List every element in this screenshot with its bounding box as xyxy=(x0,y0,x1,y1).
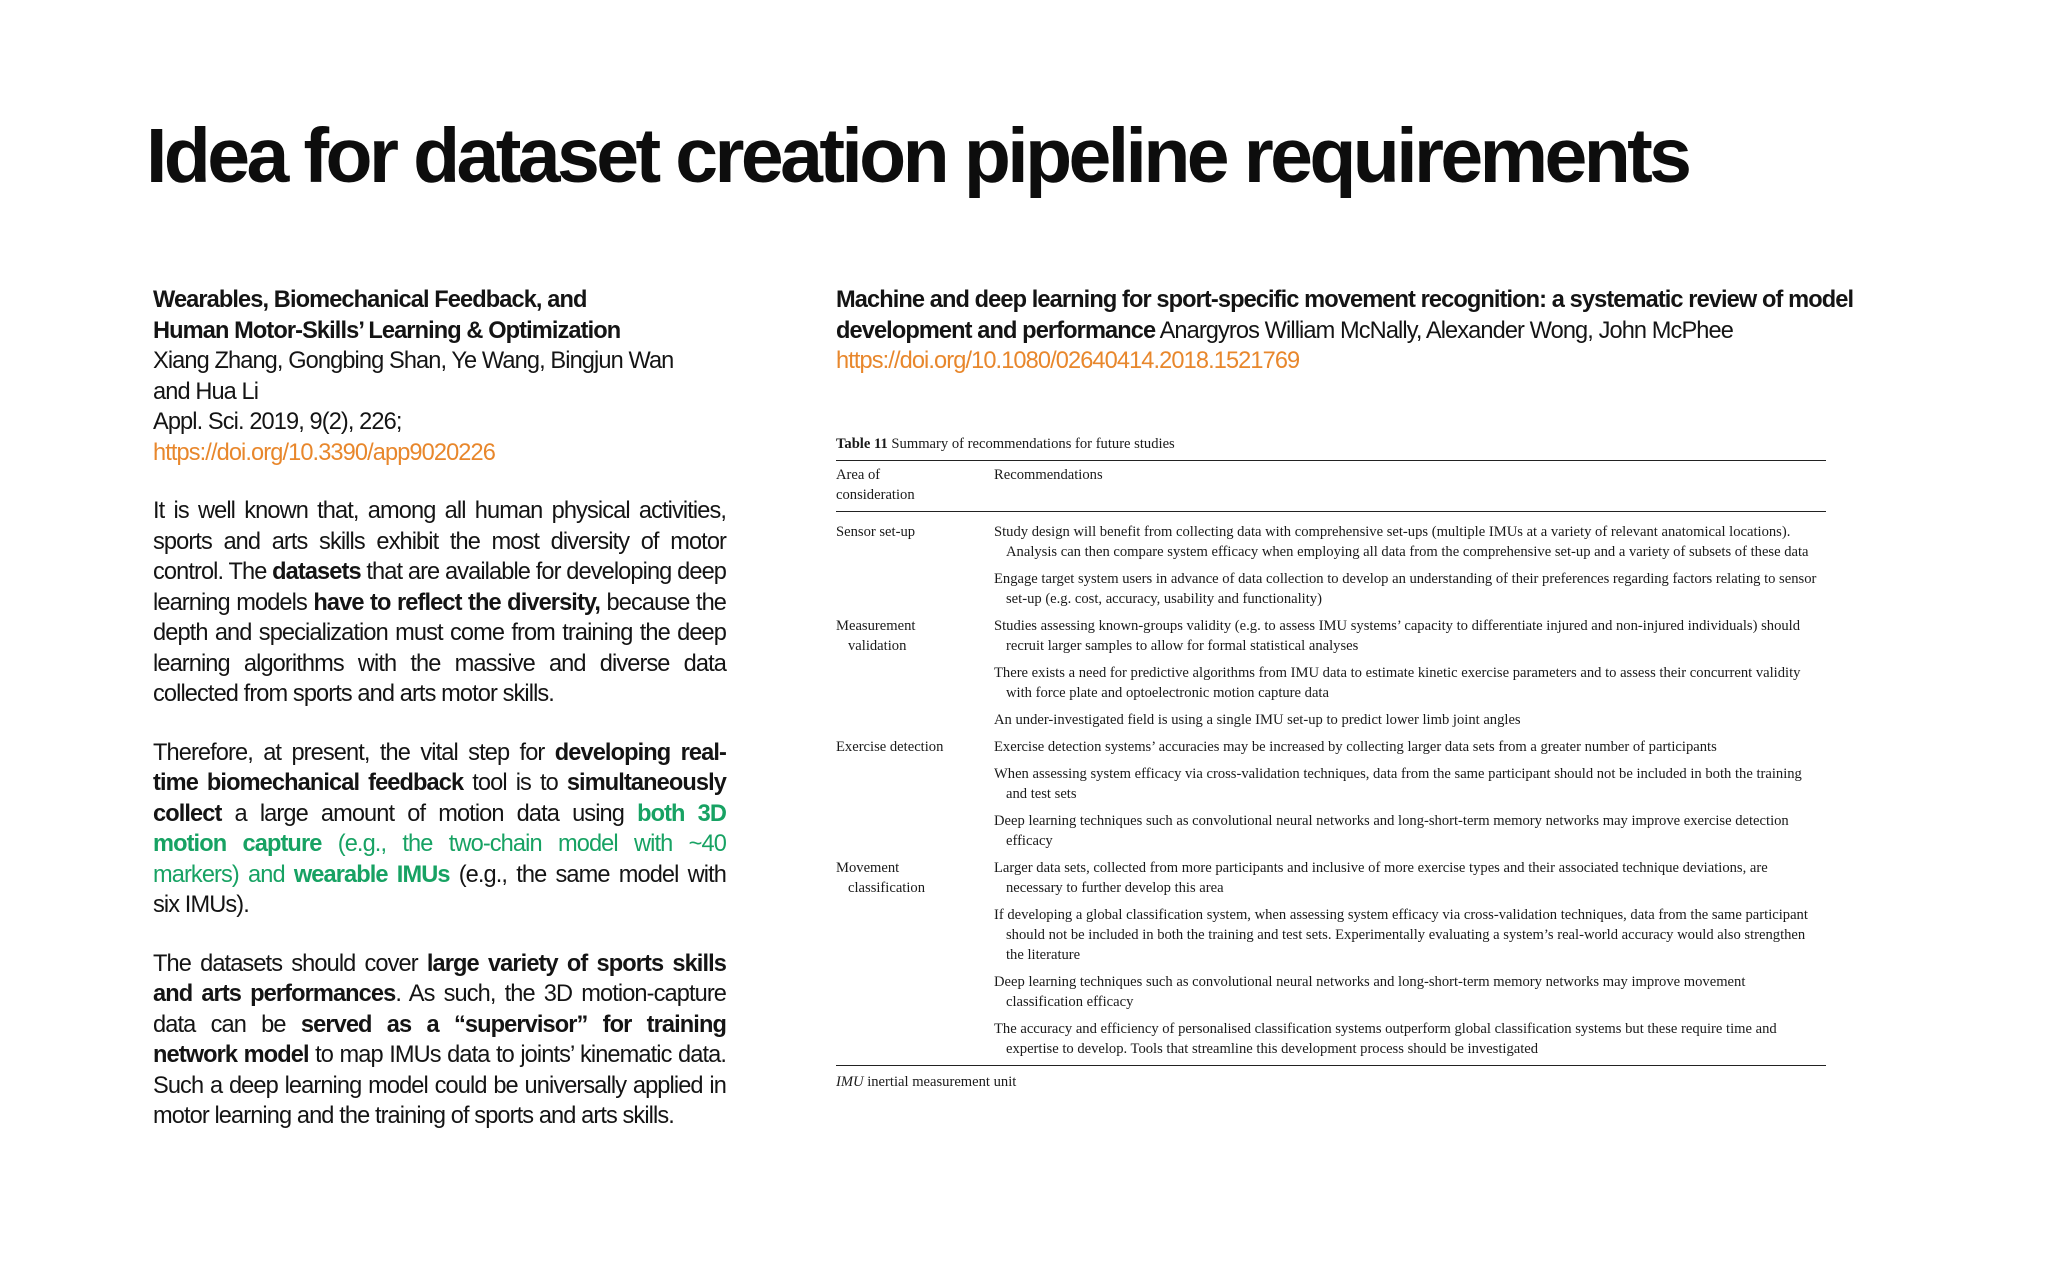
table-body xyxy=(836,512,1826,1066)
para2-bold-1: developing real-time biomechanical feedback xyxy=(153,739,726,796)
recommendation-cell xyxy=(994,734,1826,761)
table-row xyxy=(836,707,1826,734)
recommendation-cell xyxy=(994,566,1826,613)
paragraph-data-collection xyxy=(153,738,726,921)
recommendation-cell xyxy=(994,808,1826,855)
recommendation-text: Study design will benefit from collecting data with comprehensive set-ups (multiple IMUs at a variety of relevant anatomical locations). Analysis can then compare system efficacy when employing all data from the comprehensive set-up and a variety of subsets of these data xyxy=(994,524,1809,560)
table-caption xyxy=(836,434,1826,454)
para2-bold-2: simultaneously collect xyxy=(153,770,726,827)
left-reference-column xyxy=(153,285,726,1132)
para3-text-1: The datasets should cover xyxy=(153,950,427,977)
recommendation-cell xyxy=(994,761,1826,808)
para3-bold-2: served as a “supervisor” for training network model xyxy=(153,1011,726,1068)
recommendation-text: If developing a global classification system, when assessing system efficacy via cross-validation techniques, data from the same participant should not be included in both the training and test sets. Experimentally evaluating a system’s real-world accuracy would also strengthen the literature xyxy=(994,907,1808,963)
table-caption-text: Summary of recommendations for future studies xyxy=(887,436,1175,452)
area-label: Movement xyxy=(836,860,900,876)
left-reference-authors-line1: Xiang Zhang, Gongbing Shan, Ye Wang, Bingjun Wan xyxy=(153,348,674,374)
para2-text-1: Therefore, at present, the vital step for xyxy=(153,739,555,766)
left-reference-authors-line2: and Hua Li xyxy=(153,378,259,405)
para2-text-2: tool is to xyxy=(463,770,567,796)
table-footnote xyxy=(836,1072,1826,1092)
table-caption-label: Table 11 xyxy=(836,436,888,452)
recommendation-text: Exercise detection systems’ accuracies may be increased by collecting larger data sets from a greater number of participants xyxy=(994,739,1717,755)
area-cell xyxy=(836,761,994,808)
recommendation-text: The accuracy and efficiency of personalised classification systems outperform global classification systems but these require time and expertise to develop. Tools that streamline this development process should be investigated xyxy=(994,1021,1777,1057)
para2-text-3: a large amount of motion data using xyxy=(221,800,638,827)
right-reference-doi-link[interactable]: https://doi.org/10.1080/02640414.2018.1521769 xyxy=(836,348,1300,374)
area-cell xyxy=(836,613,994,660)
recommendation-cell xyxy=(994,969,1826,1016)
header-area-line1: Area of xyxy=(836,467,881,483)
para2-green-bold-1: both 3D motion capture xyxy=(153,800,726,857)
area-cell xyxy=(836,1016,994,1066)
para1-bold-1: datasets xyxy=(272,559,361,585)
right-reference-title: Machine and deep learning for sport-specific movement recognition: a systematic review of model development and performance xyxy=(836,287,1854,344)
area-cell xyxy=(836,855,994,902)
recommendation-cell xyxy=(994,707,1826,734)
area-label-line2: validation xyxy=(848,638,907,654)
recommendations-table xyxy=(836,460,1826,1066)
area-label: Measurement xyxy=(836,618,916,634)
left-reference-title-line2: Human Motor-Skills’ Learning & Optimization xyxy=(153,317,621,344)
recommendation-text: When assessing system efficacy via cross-validation techniques, data from the same participant should not be included in both the training and test sets xyxy=(994,766,1802,802)
recommendation-text: Engage target system users in advance of data collection to develop an understanding of their preferences regarding factors relating to sensor set-up (e.g. cost, accuracy, usability and functionality) xyxy=(994,571,1817,607)
left-reference-title-line1: Wearables, Biomechanical Feedback, and xyxy=(153,287,587,313)
para1-text-2: that are available for developing deep learning models xyxy=(153,559,727,616)
table-row xyxy=(836,761,1826,808)
right-reference-citation xyxy=(836,285,1896,377)
table-header-row xyxy=(836,461,1826,512)
recommendation-cell xyxy=(994,660,1826,707)
area-cell xyxy=(836,707,994,734)
recommendation-text: There exists a need for predictive algorithms from IMU data to estimate kinetic exercise parameters and to assess their concurrent validity with force plate and optoelectronic motion capture data xyxy=(994,665,1801,701)
para1-text-3: because the depth and specialization must come from training the deep learning algorithms with the massive and diverse data collected from sports and arts motor skills. xyxy=(153,589,727,707)
table-row xyxy=(836,808,1826,855)
para1-bold-2: have to reflect the diversity, xyxy=(313,589,601,616)
footnote-text: inertial measurement unit xyxy=(863,1074,1017,1090)
table-row xyxy=(836,512,1826,567)
para2-green-text: (e.g., the two-chain model with ~40 markers) and xyxy=(153,831,726,888)
paragraph-dataset-coverage xyxy=(153,949,726,1132)
recommendation-text: Larger data sets, collected from more participants and inclusive of more exercise types and their associated technique deviations, are necessary to further develop this area xyxy=(994,860,1768,896)
recommendations-table-figure xyxy=(836,434,1826,1092)
recommendation-text: Deep learning techniques such as convolutional neural networks and long-short-term memory networks may improve movement classification efficacy xyxy=(994,974,1746,1010)
table-row xyxy=(836,969,1826,1016)
slide-title: Idea for dataset creation pipeline requirements xyxy=(146,113,1689,199)
footnote-abbreviation: IMU xyxy=(836,1074,864,1090)
recommendation-cell xyxy=(994,512,1826,567)
para3-text-2: . As such, the 3D motion-capture data can be xyxy=(153,981,727,1038)
table-row xyxy=(836,566,1826,613)
table-row xyxy=(836,902,1826,969)
recommendation-text: Deep learning techniques such as convolutional neural networks and long-short-term memory networks may improve exercise detection efficacy xyxy=(994,813,1789,849)
header-area-line2: consideration xyxy=(836,487,915,503)
para1-text-1: It is well known that, among all human physical activities, sports and arts skills exhibit the most diversity of motor control. The xyxy=(153,498,726,585)
recommendation-cell xyxy=(994,1016,1826,1066)
para2-text-4: (e.g., the same model with six IMUs). xyxy=(153,861,727,918)
para2-green-bold-2: wearable IMUs xyxy=(293,861,450,888)
right-reference-authors: Anargyros William McNally, Alexander Wong, John McPhee xyxy=(1155,317,1733,344)
table-row xyxy=(836,855,1826,902)
recommendation-cell xyxy=(994,902,1826,969)
para3-text-3: to map IMUs data to joints’ kinematic data. Such a deep learning model could be universally applied in motor learning and the training of sports and arts skills. xyxy=(153,1042,726,1129)
area-label: Sensor set-up xyxy=(836,524,916,540)
header-recommendations: Recommendations xyxy=(994,461,1826,512)
paragraph-diversity xyxy=(153,496,726,710)
area-cell xyxy=(836,512,994,567)
para3-bold-1: large variety of sports skills and arts performances xyxy=(153,950,726,1007)
left-reference-doi-link[interactable]: https://doi.org/10.3390/app9020226 xyxy=(153,439,495,466)
area-cell xyxy=(836,969,994,1016)
area-cell xyxy=(836,808,994,855)
recommendation-text: Studies assessing known-groups validity (e.g. to assess IMU systems’ capacity to differentiate injured and non-injured individuals) should recruit larger samples to allow for formal statistical analyses xyxy=(994,618,1801,654)
area-cell xyxy=(836,660,994,707)
table-row xyxy=(836,613,1826,660)
left-reference-journal: Appl. Sci. 2019, 9(2), 226; xyxy=(153,409,402,435)
table-row xyxy=(836,1016,1826,1066)
area-label: Exercise detection xyxy=(836,739,944,755)
left-reference-citation xyxy=(153,285,726,468)
table-row xyxy=(836,734,1826,761)
area-cell xyxy=(836,566,994,613)
recommendation-cell xyxy=(994,855,1826,902)
table-row xyxy=(836,660,1826,707)
area-cell xyxy=(836,734,994,761)
recommendation-text: An under-investigated field is using a single IMU set-up to predict lower limb joint angles xyxy=(994,712,1521,728)
header-area xyxy=(836,461,994,512)
area-cell xyxy=(836,902,994,969)
recommendation-cell xyxy=(994,613,1826,660)
area-label-line2: classification xyxy=(848,880,925,896)
